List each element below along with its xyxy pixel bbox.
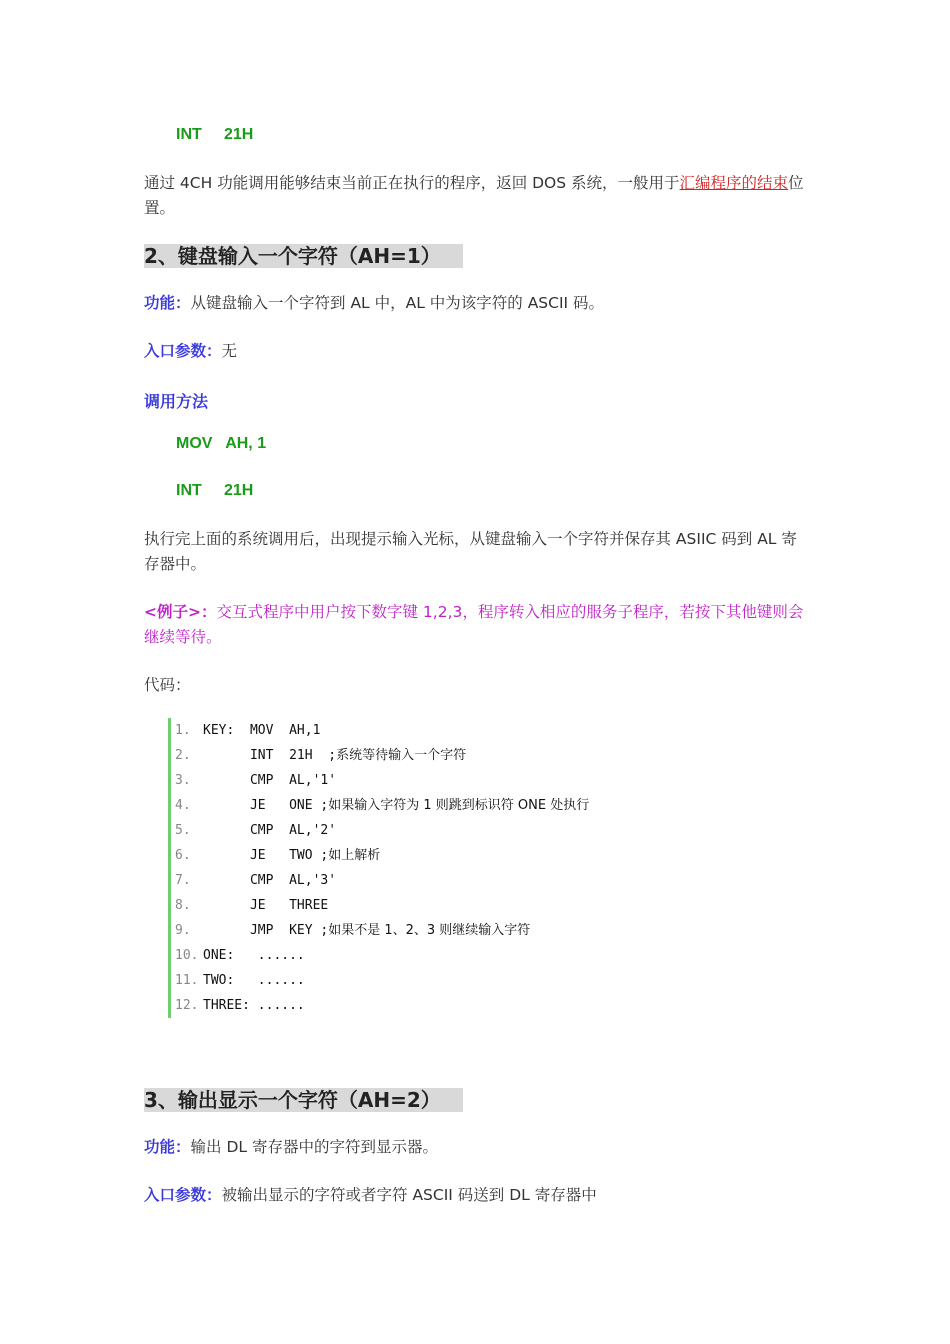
intro-link[interactable]: 汇编程序的结束 — [679, 174, 789, 192]
code-text: CMP AL,'3' — [203, 873, 337, 888]
param-label: 入口参数： — [144, 342, 222, 360]
code-line — [175, 918, 589, 943]
function-label: 功能： — [144, 1138, 191, 1156]
intro-paragraph — [144, 171, 804, 221]
code-int-21h: INT 21H — [176, 482, 254, 499]
param-text: 无 — [221, 342, 238, 360]
code-line — [175, 893, 589, 918]
line-number: 8. — [175, 898, 191, 913]
intro-text-post: 位置。 — [144, 174, 804, 217]
line-number: 4. — [175, 798, 191, 813]
intro-text-pre: 通过 4CH 功能调用能够结束当前正在执行的程序，返回 DOS 系统，一般用于 — [144, 174, 680, 192]
code-text: JMP KEY ; — [203, 923, 329, 938]
code-comment: 如果不是 1、2、3 则继续输入字符 — [328, 923, 531, 938]
line-number: 1. — [175, 723, 191, 738]
line-number: 9. — [175, 923, 191, 938]
section3-heading — [144, 1087, 463, 1113]
code-line — [175, 968, 589, 993]
code-text: CMP AL,'1' — [203, 773, 337, 788]
example-paragraph — [144, 600, 804, 650]
section3-heading-text: 3、输出显示一个字符（AH=2） — [144, 1088, 463, 1112]
section2-function — [144, 291, 604, 316]
code-int-21h-top: INT 21H — [176, 126, 254, 143]
code-text: JE THREE — [203, 898, 329, 913]
code-line — [175, 868, 589, 893]
code-block — [168, 718, 589, 1018]
code-text: KEY: MOV AH,1 — [203, 723, 321, 738]
section3-params — [144, 1183, 597, 1208]
line-number: 12. — [175, 998, 199, 1013]
function-text: 输出 DL 寄存器中的字符到显示器。 — [190, 1138, 438, 1156]
after-call-paragraph: 执行完上面的系统调用后，出现提示输入光标，从键盘输入一个字符并保存其 ASIIC 码到 AL 寄存器中。 — [144, 530, 797, 573]
code-text: JE ONE ; — [203, 798, 329, 813]
param-text: 被输出显示的字符或者字符 ASCII 码送到 DL 寄存器中 — [221, 1186, 597, 1204]
code-comment: 系统等待输入一个字符 — [336, 748, 467, 763]
line-number: 3. — [175, 773, 191, 788]
line-number: 6. — [175, 848, 191, 863]
line-number: 11. — [175, 973, 199, 988]
function-label: 功能： — [144, 294, 191, 312]
section2-heading — [144, 243, 463, 269]
section2-params — [144, 339, 237, 364]
example-text: 交互式程序中用户按下数字键 1,2,3，程序转入相应的服务子程序，若按下其他键则会继续等待。 — [144, 603, 804, 646]
section3-function — [144, 1135, 438, 1160]
line-number: 5. — [175, 823, 191, 838]
code-text: INT 21H ; — [203, 748, 337, 763]
code-text: THREE: ...... — [203, 998, 305, 1013]
code-text: TWO: ...... — [203, 973, 305, 988]
code-text: CMP AL,'2' — [203, 823, 337, 838]
code-line — [175, 793, 589, 818]
code-line — [175, 943, 589, 968]
code-line — [175, 993, 589, 1018]
code-line — [175, 818, 589, 843]
code-text: ONE: ...... — [203, 948, 305, 963]
code-line — [175, 768, 589, 793]
section2-heading-text: 2、键盘输入一个字符（AH=1） — [144, 244, 463, 268]
code-text: JE TWO ; — [203, 848, 329, 863]
code-line — [175, 718, 589, 743]
code-mov-ah: MOV AH, 1 — [176, 435, 267, 452]
line-number: 10. — [175, 948, 199, 963]
example-tag: <例子>： — [144, 603, 217, 621]
line-number: 2. — [175, 748, 191, 763]
method-title: 调用方法 — [144, 392, 209, 411]
code-label: 代码： — [144, 676, 191, 694]
code-line — [175, 843, 589, 868]
line-number: 7. — [175, 873, 191, 888]
code-comment: 如上解析 — [328, 848, 381, 863]
code-line — [175, 743, 589, 768]
function-text: 从键盘输入一个字符到 AL 中，AL 中为该字符的 ASCII 码。 — [190, 294, 605, 312]
code-comment: 如果输入字符为 1 则跳到标识符 ONE 处执行 — [328, 798, 590, 813]
param-label: 入口参数： — [144, 1186, 222, 1204]
